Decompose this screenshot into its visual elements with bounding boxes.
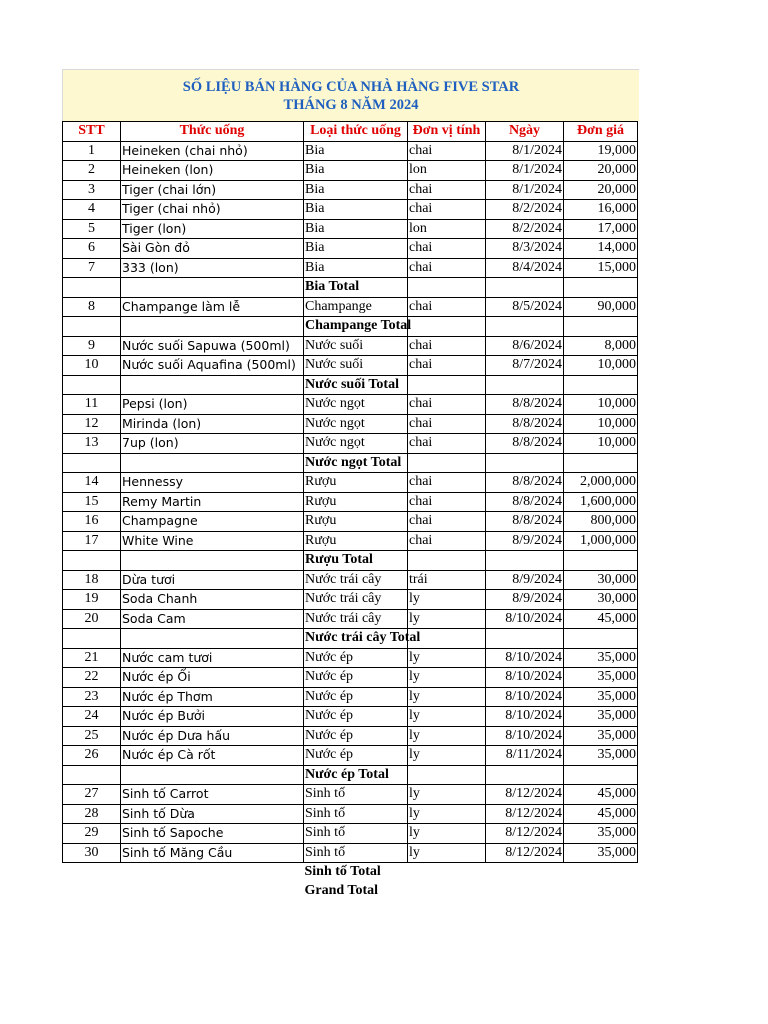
cell-price: 30,000 [564,570,638,590]
cell-price: 45,000 [564,785,638,805]
cell-date: 8/10/2024 [486,687,564,707]
subtotal-label [304,629,421,649]
table-row [63,161,638,181]
cell-price [564,375,638,395]
cell-stt: 15 [63,492,121,512]
cell-unit [408,278,486,298]
cell-unit: ly [408,687,486,707]
cell-unit: chai [408,414,486,434]
cell-stt: 21 [63,648,121,668]
cell-stt: 10 [63,356,121,376]
cell-date: 8/10/2024 [486,648,564,668]
subtotal-label [304,278,408,298]
table-row [63,395,638,415]
cell-price: 1,000,000 [564,531,638,551]
subtotal-text: Grand Total [304,882,379,898]
cell-type: Nước trái cây [304,570,408,590]
cell-date [486,278,564,298]
cell-name: Sài Gòn đỏ [121,239,304,259]
cell-name: Sinh tố Carrot [121,785,304,805]
cell-type: Nước trái cây [304,609,408,629]
cell-price: 10,000 [564,434,638,454]
header-date: Ngày [486,122,564,142]
cell-stt [63,375,121,395]
cell-name: Nước ép Ổi [121,668,304,688]
cell-unit [408,765,486,785]
table-row [63,141,638,161]
table-row [63,200,638,220]
cell-unit: ly [408,804,486,824]
cell-stt: 9 [63,336,121,356]
table-row [63,746,638,766]
cell-unit: ly [408,746,486,766]
cell-price: 14,000 [564,239,638,259]
cell-stt [63,453,121,473]
cell-stt: 16 [63,512,121,532]
cell-name: Hennessy [121,473,304,493]
cell-date: 8/9/2024 [486,570,564,590]
cell-date: 8/12/2024 [486,785,564,805]
cell-date [486,629,564,649]
cell-price: 20,000 [564,161,638,181]
table-row [63,531,638,551]
cell-name: Dừa tươi [121,570,304,590]
cell-unit [408,882,486,901]
cell-price: 1,600,000 [564,492,638,512]
cell-name: Soda Cam [121,609,304,629]
cell-name: Nước ép Thơm [121,687,304,707]
subtotal-row [63,765,638,785]
cell-name: Heineken (chai nhỏ) [121,141,304,161]
cell-name [121,453,304,473]
cell-date: 8/5/2024 [486,297,564,317]
cell-type: Nước ép [304,707,408,727]
cell-date: 8/1/2024 [486,180,564,200]
cell-price: 45,000 [564,609,638,629]
cell-unit: chai [408,356,486,376]
cell-name: Heineken (lon) [121,161,304,181]
header-row [63,122,638,142]
cell-unit: chai [408,239,486,259]
table-row [63,180,638,200]
cell-unit: ly [408,824,486,844]
cell-price: 8,000 [564,336,638,356]
cell-price: 19,000 [564,141,638,161]
cell-unit: ly [408,648,486,668]
cell-unit: chai [408,141,486,161]
cell-price: 35,000 [564,668,638,688]
cell-stt [63,765,121,785]
cell-stt [63,278,121,298]
cell-name: Mirinda (lon) [121,414,304,434]
cell-date: 8/9/2024 [486,590,564,610]
table-row [63,492,638,512]
cell-stt [63,882,121,901]
cell-name: Remy Martin [121,492,304,512]
table-row [63,609,638,629]
cell-unit [408,453,486,473]
sales-table [62,121,638,900]
cell-stt: 2 [63,161,121,181]
cell-type: Champange [304,297,408,317]
report-title: SỐ LIỆU BÁN HÀNG CỦA NHÀ HÀNG FIVE STAR [182,79,520,95]
cell-name [121,317,304,337]
cell-price: 35,000 [564,687,638,707]
cell-stt: 14 [63,473,121,493]
subtotal-label [304,551,408,571]
cell-price: 35,000 [564,843,638,863]
subtotal-label [304,882,408,901]
cell-date: 8/4/2024 [486,258,564,278]
subtotal-row [63,551,638,571]
cell-date: 8/12/2024 [486,824,564,844]
cell-stt [63,317,121,337]
cell-unit: ly [408,590,486,610]
cell-date: 8/1/2024 [486,141,564,161]
cell-type: Bia [304,141,408,161]
subtotal-label [304,375,408,395]
cell-stt: 13 [63,434,121,454]
subtotal-label [304,453,408,473]
cell-price: 17,000 [564,219,638,239]
header-price: Đơn giá [564,122,638,142]
cell-unit: chai [408,297,486,317]
table-row [63,668,638,688]
cell-unit: lon [408,219,486,239]
cell-date [486,551,564,571]
cell-date [486,453,564,473]
cell-type: Nước suối [304,356,408,376]
cell-name: Pepsi (lon) [121,395,304,415]
table-row [63,648,638,668]
subtotal-text: Champange Total [305,318,412,334]
cell-name: Nước ép Dưa hấu [121,726,304,746]
cell-name: Nước suối Aquafina (500ml) [121,356,304,376]
report-subtitle: THÁNG 8 NĂM 2024 [283,97,419,113]
cell-price: 35,000 [564,746,638,766]
cell-stt: 20 [63,609,121,629]
cell-date [486,375,564,395]
cell-name: Tiger (chai nhỏ) [121,200,304,220]
cell-unit: ly [408,609,486,629]
cell-date: 8/12/2024 [486,843,564,863]
cell-type: Nước ép [304,746,408,766]
cell-price: 45,000 [564,804,638,824]
cell-price: 35,000 [564,726,638,746]
cell-price [564,629,638,649]
cell-name: Sinh tố Sapoche [121,824,304,844]
cell-type: Sinh tố [304,824,408,844]
cell-type: Bia [304,258,408,278]
cell-price [564,863,638,882]
cell-price [564,551,638,571]
cell-type: Nước ép [304,648,408,668]
cell-unit: ly [408,707,486,727]
cell-stt [63,863,121,882]
cell-date: 8/10/2024 [486,726,564,746]
cell-type: Rượu [304,531,408,551]
cell-unit: trái [408,570,486,590]
cell-date [486,863,564,882]
cell-stt: 19 [63,590,121,610]
cell-name: Nước ép Bưởi [121,707,304,727]
cell-price: 30,000 [564,590,638,610]
cell-type: Nước ép [304,726,408,746]
subtotal-label [304,863,408,882]
subtotal-label [304,317,412,337]
cell-type: Bia [304,161,408,181]
table-row [63,239,638,259]
cell-name: Nước ép Cà rốt [121,746,304,766]
cell-type: Nước ngọt [304,414,408,434]
cell-price: 10,000 [564,356,638,376]
cell-unit [408,863,486,882]
cell-unit: ly [408,726,486,746]
subtotal-text: Nước trái cây Total [305,630,421,646]
cell-name: Tiger (chai lớn) [121,180,304,200]
cell-date: 8/9/2024 [486,531,564,551]
cell-unit: chai [408,258,486,278]
cell-unit [408,317,486,337]
subtotal-text: Rượu Total [305,552,373,568]
table-row [63,434,638,454]
cell-unit: chai [408,336,486,356]
cell-price: 35,000 [564,824,638,844]
cell-name: Champange làm lễ [121,297,304,317]
cell-name: Champagne [121,512,304,532]
cell-stt: 11 [63,395,121,415]
cell-stt: 27 [63,785,121,805]
subtotal-text: Nước ngọt Total [305,454,402,470]
cell-price: 35,000 [564,707,638,727]
cell-date: 8/3/2024 [486,239,564,259]
cell-unit: chai [408,434,486,454]
subtotal-text: Nước suối Total [305,376,399,392]
cell-date [486,882,564,901]
cell-date: 8/6/2024 [486,336,564,356]
cell-date: 8/10/2024 [486,609,564,629]
cell-date: 8/10/2024 [486,707,564,727]
table-row [63,785,638,805]
cell-unit [408,375,486,395]
cell-name: Soda Chanh [121,590,304,610]
table-row [63,570,638,590]
cell-type: Rượu [304,512,408,532]
cell-name [121,863,304,882]
cell-unit: chai [408,512,486,532]
cell-stt [63,629,121,649]
cell-stt [63,551,121,571]
cell-date: 8/2/2024 [486,200,564,220]
cell-unit [408,551,486,571]
subtotal-row [63,629,638,649]
cell-date: 8/8/2024 [486,434,564,454]
report-title-box [62,69,639,122]
cell-price: 2,000,000 [564,473,638,493]
cell-stt: 5 [63,219,121,239]
cell-stt: 26 [63,746,121,766]
header-unit: Đơn vị tính [408,122,486,142]
table-row [63,590,638,610]
cell-stt: 4 [63,200,121,220]
cell-stt: 22 [63,668,121,688]
cell-unit: chai [408,395,486,415]
table-row [63,414,638,434]
subtotal-row [63,317,638,337]
subtotal-label [304,765,408,785]
cell-price: 35,000 [564,648,638,668]
header-name: Thức uống [121,122,304,142]
cell-type: Nước suối [304,336,408,356]
cell-name: Sinh tố Măng Cầu [121,843,304,863]
cell-stt: 1 [63,141,121,161]
cell-date: 8/10/2024 [486,668,564,688]
cell-date: 8/8/2024 [486,414,564,434]
table-row [63,473,638,493]
cell-stt: 7 [63,258,121,278]
cell-price: 20,000 [564,180,638,200]
table-row [63,219,638,239]
table-row [63,687,638,707]
cell-stt: 29 [63,824,121,844]
table-row [63,726,638,746]
cell-unit: chai [408,473,486,493]
cell-name: 333 (lon) [121,258,304,278]
cell-name [121,551,304,571]
cell-date: 8/8/2024 [486,473,564,493]
cell-unit: chai [408,531,486,551]
cell-type: Nước ép [304,668,408,688]
cell-date [486,317,564,337]
cell-stt: 17 [63,531,121,551]
cell-unit: chai [408,492,486,512]
table-row [63,336,638,356]
cell-date: 8/8/2024 [486,512,564,532]
cell-name [121,882,304,901]
header-stt: STT [63,122,121,142]
table-row [63,824,638,844]
cell-name [121,629,304,649]
cell-name [121,375,304,395]
cell-stt: 3 [63,180,121,200]
cell-stt: 30 [63,843,121,863]
cell-type: Rượu [304,492,408,512]
cell-type: Bia [304,219,408,239]
cell-type: Nước ép [304,687,408,707]
cell-date: 8/7/2024 [486,356,564,376]
cell-date: 8/12/2024 [486,804,564,824]
subtotal-row [63,375,638,395]
cell-stt: 8 [63,297,121,317]
table-row [63,356,638,376]
cell-stt: 28 [63,804,121,824]
cell-name: White Wine [121,531,304,551]
table-row [63,512,638,532]
cell-date [486,765,564,785]
cell-type: Sinh tố [304,785,408,805]
cell-unit: chai [408,180,486,200]
cell-date: 8/1/2024 [486,161,564,181]
cell-name [121,765,304,785]
cell-type: Nước ngọt [304,434,408,454]
cell-type: Rượu [304,473,408,493]
cell-stt: 23 [63,687,121,707]
cell-name [121,278,304,298]
cell-type: Bia [304,180,408,200]
cell-price: 16,000 [564,200,638,220]
table-row [63,804,638,824]
cell-date: 8/8/2024 [486,492,564,512]
cell-price [564,453,638,473]
cell-price [564,317,638,337]
table-row [63,707,638,727]
subtotal-row [63,882,638,901]
table-row [63,297,638,317]
table-row [63,258,638,278]
cell-type: Bia [304,239,408,259]
cell-type: Nước ngọt [304,395,408,415]
cell-stt: 25 [63,726,121,746]
cell-price: 10,000 [564,414,638,434]
cell-price [564,882,638,901]
cell-price [564,278,638,298]
cell-type: Sinh tố [304,843,408,863]
cell-stt: 12 [63,414,121,434]
cell-unit: ly [408,668,486,688]
cell-type: Sinh tố [304,804,408,824]
cell-price: 15,000 [564,258,638,278]
subtotal-row [63,863,638,882]
subtotal-row [63,453,638,473]
cell-stt: 6 [63,239,121,259]
cell-price: 90,000 [564,297,638,317]
cell-unit: lon [408,161,486,181]
cell-price [564,765,638,785]
cell-stt: 24 [63,707,121,727]
subtotal-text: Sinh tố Total [304,864,381,880]
cell-price: 800,000 [564,512,638,532]
cell-name: 7up (lon) [121,434,304,454]
subtotal-text: Bia Total [305,279,360,295]
cell-unit: chai [408,200,486,220]
cell-unit: ly [408,785,486,805]
cell-name: Nước suối Sapuwa (500ml) [121,336,304,356]
cell-type: Bia [304,200,408,220]
cell-name: Tiger (lon) [121,219,304,239]
cell-date: 8/2/2024 [486,219,564,239]
table-row [63,843,638,863]
subtotal-text: Nước ép Total [305,766,389,782]
cell-date: 8/11/2024 [486,746,564,766]
header-type: Loại thức uống [304,122,408,142]
cell-unit: ly [408,843,486,863]
cell-stt: 18 [63,570,121,590]
cell-name: Sinh tố Dừa [121,804,304,824]
cell-name: Nước cam tươi [121,648,304,668]
cell-date: 8/8/2024 [486,395,564,415]
cell-price: 10,000 [564,395,638,415]
cell-type: Nước trái cây [304,590,408,610]
subtotal-row [63,278,638,298]
